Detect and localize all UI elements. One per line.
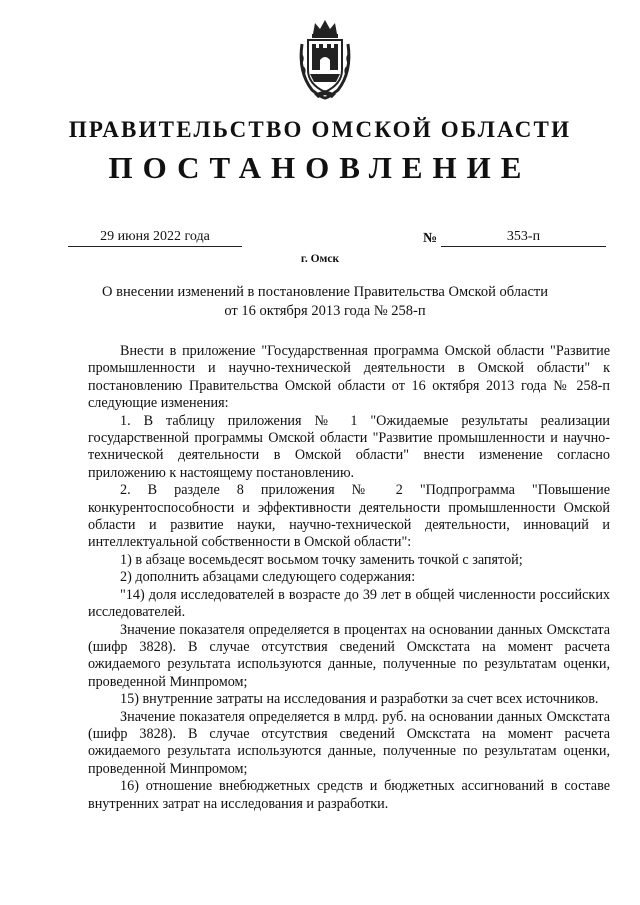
- subject-line-1: О внесении изменений в постановление Правительства Омской области: [102, 284, 548, 300]
- city: г. Омск: [300, 253, 340, 265]
- document-type: ПОСТАНОВЛЕНИЕ: [108, 150, 532, 185]
- paragraph: 16) отношение внебюджетных средств и бюджетных ассигнований в составе внутренних затрат на исследования и разработки.: [88, 778, 610, 812]
- paragraph: "14) доля исследователей в возрасте до 39 лет в общей численности российских исследователей.: [88, 586, 610, 621]
- document-number: 353-п: [441, 229, 606, 247]
- paragraph: 2) дополнить абзацами следующего содержания:: [120, 569, 416, 586]
- paragraph: Внести в приложение "Государственная программа Омской области "Развитие промышленности и научно-технической деятельности в Омской области" к постановлению Правительства Омской области от 16 октября 2013 года № 258-п следующие изменения:: [88, 343, 610, 412]
- paragraph: Значение показателя определяется в млрд. руб. на основании данных Омскстата (шифр 3828). В случае отсутствия сведений Омскстата на момент расчета ожидаемого результата используются данные, полученные по результатам оценки, проведенной Минпромом;: [88, 708, 610, 777]
- document-date: 29 июня 2022 года: [68, 229, 242, 247]
- paragraph: 1. В таблицу приложения № 1 "Ожидаемые результаты реализации государственной программы Омской области "Развитие промышленности и научно-технической деятельности в Омской области" внести изменение согласно приложению к настоящему постановлению.: [88, 412, 610, 481]
- document-body: [88, 343, 610, 813]
- document-subject: [90, 283, 560, 321]
- number-label: №: [423, 231, 438, 246]
- government-title: ПРАВИТЕЛЬСТВО ОМСКОЙ ОБЛАСТИ: [68, 117, 572, 142]
- coat-of-arms-icon: [296, 14, 354, 100]
- paragraph: 1) в абзаце восемьдесят восьмом точку заменить точкой с запятой;: [120, 551, 523, 568]
- paragraph: Значение показателя определяется в процентах на основании данных Омскстата (шифр 3828). В случае отсутствия сведений Омскстата на момент расчета ожидаемого результата используются данные, полученные по результатам оценки, проведенной Минпромом;: [88, 621, 610, 690]
- paragraph: 2. В разделе 8 приложения № 2 "Подпрограмма "Повышение конкурентоспособности и эффективности деятельности промышленности Омской области и развитие науки, научно-технической деятельности, инноваций и интеллектуальной собственности в Омской области":: [88, 482, 610, 551]
- subject-line-2: от 16 октября 2013 года № 258-п: [224, 303, 426, 319]
- paragraph: 15) внутренние затраты на исследования и разработки за счет всех источников.: [120, 691, 599, 708]
